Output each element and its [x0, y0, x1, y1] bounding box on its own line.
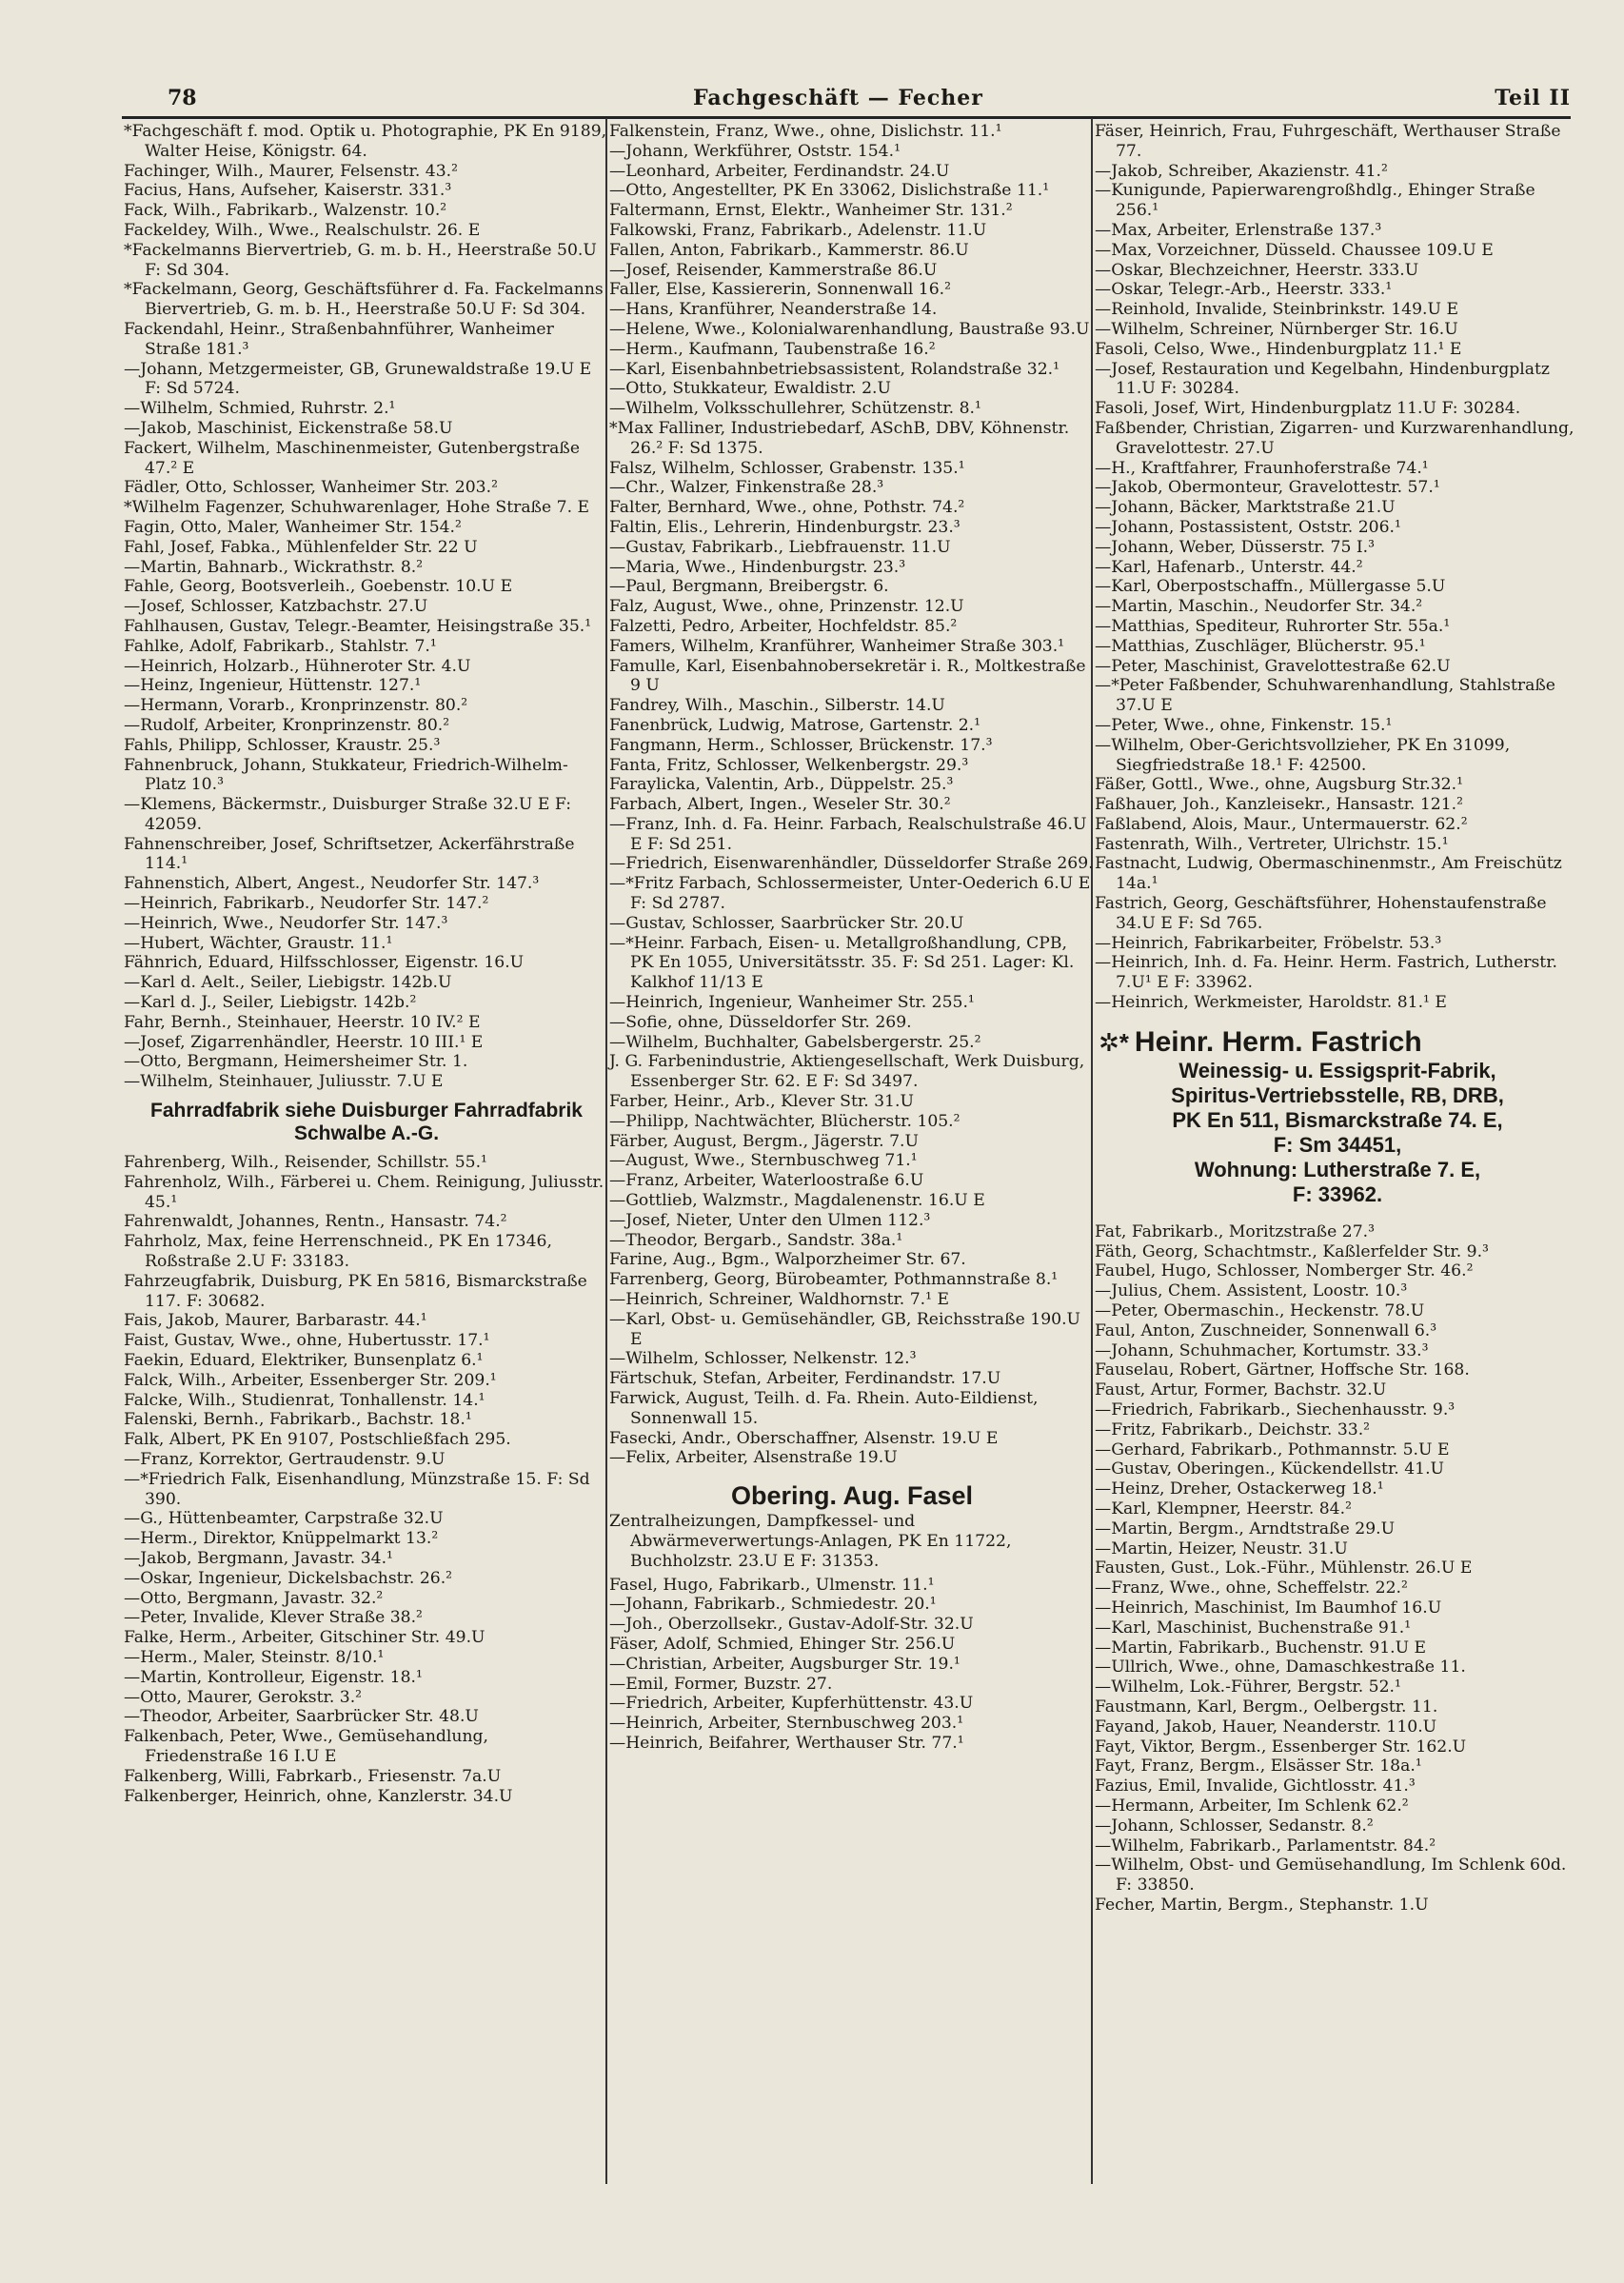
directory-entry: Fasel, Hugo, Fabrikarb., Ulmenstr. 11.¹ [609, 1575, 935, 1595]
directory-entry: —Matthias, Spediteur, Ruhrorter Str. 55a.¹ [1095, 616, 1451, 636]
directory-entry: —Wilhelm, Schreiner, Nürnberger Str. 16.U [1095, 319, 1458, 339]
ad-line: PK En 511, Bismarckstraße 74. E, [1172, 1107, 1503, 1132]
directory-entry: —Johann, Fabrikarb., Schmiedestr. 20.¹ [609, 1595, 937, 1615]
directory-entry: Falkowski, Franz, Fabrikarb., Adelenstr. 11.U [609, 220, 987, 240]
directory-entry: Fädler, Otto, Schlosser, Wanheimer Str. 203.² [124, 478, 498, 498]
directory-entry: —Christian, Arbeiter, Augsburger Str. 19.¹ [609, 1654, 961, 1674]
directory-entry: —Heinrich, Werkmeister, Haroldstr. 81.¹ E [1095, 993, 1447, 1013]
directory-entry: Fais, Jakob, Maurer, Barbarastr. 44.¹ [124, 1311, 427, 1331]
directory-entry: Fayand, Jakob, Hauer, Neanderstr. 110.U [1095, 1717, 1437, 1737]
directory-entry: —Friedrich, Fabrikarb., Siechenhausstr. 9.³ [1095, 1400, 1456, 1420]
directory-entry: Fahl, Josef, Fabka., Mühlenfelder Str. 22 U [124, 537, 478, 557]
directory-entry: —Wilhelm, Schmied, Ruhrstr. 2.¹ [124, 399, 396, 419]
directory-entry: —*Peter Faßbender, Schuhwarenhandlung, Stahlstraße 37.U E [1095, 676, 1555, 716]
star-logo-icon: ✲* [1099, 1027, 1129, 1057]
directory-entry: —Johann, Metzgermeister, GB, Grunewaldstraße 19.U E F: Sd 5724. [124, 359, 592, 399]
directory-entry: Fazius, Emil, Invalide, Gichtlosstr. 41.³ [1095, 1777, 1416, 1797]
directory-entry: Färtschuk, Stefan, Arbeiter, Ferdinandstr. 17.U [609, 1369, 1001, 1389]
directory-entry: —Gustav, Oberingen., Kückendellstr. 41.U [1095, 1459, 1445, 1479]
ad-title: Obering. Aug. Fasel [730, 1481, 974, 1511]
section-label: Teil II [1495, 86, 1571, 110]
directory-entry: Faekin, Eduard, Elektriker, Bunsenplatz 6.¹ [124, 1351, 484, 1371]
directory-entry: —Wilhelm, Schlosser, Nelkenstr. 12.³ [609, 1349, 917, 1369]
directory-entry: Fahnenbruck, Johann, Stukkateur, Friedrich-Wilhelm-Platz 10.³ [124, 755, 568, 795]
advertisement-fasel [609, 1479, 1095, 1571]
directory-entry: —Kunigunde, Papierwarengroßhdlg., Ehinger Straße 256.¹ [1095, 181, 1535, 221]
directory-entry: Falkenberger, Heinrich, ohne, Kanzlerstr. 34.U [124, 1786, 513, 1806]
directory-entry: —Wilhelm, Volksschullehrer, Schützenstr. 8.¹ [609, 399, 981, 419]
directory-entry: —Helene, Wwe., Kolonialwarenhandlung, Baustraße 93.U [609, 319, 1090, 339]
directory-entry: —Peter, Wwe., ohne, Finkenstr. 15.¹ [1095, 715, 1393, 735]
directory-entry: —Jakob, Bergmann, Javastr. 34.¹ [124, 1548, 393, 1568]
directory-entry: —Herm., Maler, Steinstr. 8/10.¹ [124, 1647, 385, 1667]
directory-entry: —Heinrich, Fabrikarb., Neudorfer Str. 147.² [124, 894, 489, 914]
directory-entry: —Franz, Korrektor, Gertraudenstr. 9.U [124, 1450, 446, 1469]
directory-entry: *Fachgeschäft f. mod. Optik u. Photographie, PK En 9189, Walter Heise, Königstr. 64. [124, 122, 607, 161]
directory-entry: —Max, Arbeiter, Erlenstraße 137.³ [1095, 220, 1382, 240]
directory-entry: —Josef, Nieter, Unter den Ulmen 112.³ [609, 1210, 931, 1230]
directory-entry: —Karl d. Aelt., Seiler, Liebigstr. 142b.U [124, 973, 452, 993]
directory-entry: Fahrholz, Max, feine Herrenschneid., PK En 17346, Roßstraße 2.U F: 33183. [124, 1232, 552, 1272]
directory-entry: —Gottlieb, Walzmstr., Magdalenenstr. 16.U E [609, 1191, 985, 1211]
directory-entry: —Felix, Arbeiter, Alsenstraße 19.U [609, 1448, 898, 1468]
ad-line: Weinessig- u. Essigsprit-Fabrik, [1178, 1058, 1496, 1082]
directory-entry: —Martin, Bergm., Arndtstraße 29.U [1095, 1519, 1396, 1539]
directory-entry: Fahlhausen, Gustav, Telegr.-Beamter, Heisingstraße 35.¹ [124, 616, 592, 636]
directory-entry: —Theodor, Bergarb., Sandstr. 38a.¹ [609, 1230, 903, 1250]
directory-entry: Faubel, Hugo, Schlosser, Nomberger Str. 46.² [1095, 1261, 1474, 1281]
directory-entry: —Peter, Obermaschin., Heckenstr. 78.U [1095, 1301, 1425, 1321]
directory-entry: —Leonhard, Arbeiter, Ferdinandstr. 24.U [609, 161, 950, 181]
directory-entry: —Johann, Weber, Düsserstr. 75 I.³ [1095, 537, 1376, 557]
directory-entry: —Martin, Kontrolleur, Eigenstr. 18.¹ [124, 1667, 423, 1687]
directory-entry: Famers, Wilhelm, Kranführer, Wanheimer Straße 303.¹ [609, 636, 1065, 656]
directory-entry: —Jakob, Schreiber, Akazienstr. 41.² [1095, 161, 1388, 181]
directory-entry: Falenski, Bernh., Fabrikarb., Bachstr. 18.¹ [124, 1410, 472, 1430]
directory-entry: —Karl, Obst- u. Gemüsehändler, GB, Reichsstraße 190.U E [609, 1309, 1081, 1349]
directory-entry: Fackert, Wilhelm, Maschinenmeister, Gutenbergstraße 47.² E [124, 438, 581, 478]
directory-entry: Fäth, Georg, Schachtmstr., Kaßlerfelder Str. 9.³ [1095, 1241, 1489, 1261]
page-number: 78 [168, 86, 197, 110]
directory-entry: Fasoli, Celso, Wwe., Hindenburgplatz 11.¹ E [1095, 339, 1462, 359]
directory-entry: —Peter, Maschinist, Gravelottestraße 62.U [1095, 656, 1451, 676]
directory-entry: —Peter, Invalide, Klever Straße 38.² [124, 1608, 423, 1628]
directory-entry: Fangmann, Herm., Schlosser, Brückenstr. 17.³ [609, 735, 993, 755]
directory-entry: —Johann, Bäcker, Marktstraße 21.U [1095, 498, 1396, 518]
directory-entry: —Otto, Maurer, Gerokstr. 3.² [124, 1687, 363, 1707]
directory-entry: —Wilhelm, Fabrikarb., Parlamentstr. 84.² [1095, 1836, 1436, 1856]
directory-entry: Fahnenstich, Albert, Angest., Neudorfer Str. 147.³ [124, 874, 540, 894]
directory-entry: —Chr., Walzer, Finkenstraße 28.³ [609, 478, 884, 498]
directory-entry: Farrenberg, Georg, Bürobeamter, Pothmannstraße 8.¹ [609, 1270, 1059, 1290]
directory-entry: —Heinrich, Schreiner, Waldhornstr. 7.¹ E [609, 1290, 949, 1310]
directory-entry: —Wilhelm, Lok.-Führer, Bergstr. 52.¹ [1095, 1678, 1401, 1697]
directory-entry: —Paul, Bergmann, Breibergstr. 6. [609, 577, 889, 597]
directory-entry: —Friedrich, Arbeiter, Kupferhüttenstr. 43.U [609, 1694, 974, 1714]
directory-entry: —Herm., Kaufmann, Taubenstraße 16.² [609, 339, 936, 359]
directory-entry: Falkenstein, Franz, Wwe., ohne, Dislichstr. 11.¹ [609, 122, 1002, 141]
directory-entry: Fandrey, Wilh., Maschin., Silberstr. 14.U [609, 696, 945, 716]
directory-entry: —G., Hüttenbeamter, Carpstraße 32.U [124, 1509, 444, 1529]
directory-entry: Farber, Heinr., Arb., Klever Str. 31.U [609, 1092, 914, 1112]
directory-entry: —Franz, Inh. d. Fa. Heinr. Farbach, Realschulstraße 46.U E F: Sd 251. [609, 814, 1087, 854]
directory-entry: Fayt, Viktor, Bergm., Essenberger Str. 162.U [1095, 1737, 1467, 1757]
directory-entry: Faust, Artur, Former, Bachstr. 32.U [1095, 1380, 1387, 1400]
directory-entry: Falter, Bernhard, Wwe., ohne, Pothstr. 74.² [609, 498, 965, 518]
directory-entry: —Heinrich, Holzarb., Hühneroter Str. 4.U [124, 656, 471, 676]
ad-line: F: Sm 34451, [1273, 1132, 1402, 1157]
directory-entry: Farwick, August, Teilh. d. Fa. Rhein. Auto-Eildienst, Sonnenwall 15. [609, 1389, 1039, 1428]
directory-entry: —Josef, Zigarrenhändler, Heerstr. 10 III.¹ E [124, 1032, 484, 1052]
directory-entry: Fayt, Franz, Bergm., Elsässer Str. 18a.¹ [1095, 1757, 1422, 1777]
ad-text: Zentralheizungen, Dampfkessel- und Abwärmeverwertungs-Anlagen, PK En 11722, Buchholzstr. 23.U E F: 31353. [609, 1512, 1012, 1571]
directory-entry: —Otto, Angestellter, PK En 33062, Dislichstraße 11.¹ [609, 181, 1050, 201]
directory-entry: —Josef, Reisender, Kammerstraße 86.U [609, 260, 938, 280]
directory-entry: Falkenbach, Peter, Wwe., Gemüsehandlung, Friedenstraße 16 I.U E [124, 1727, 489, 1766]
directory-entry: *Fackelmanns Biervertrieb, G. m. b. H., Heerstraße 50.U F: Sd 304. [124, 240, 597, 280]
directory-entry: Fahrenwaldt, Johannes, Rentn., Hansastr. 74.² [124, 1212, 507, 1232]
directory-entry: —Heinrich, Ingenieur, Wanheimer Str. 255.¹ [609, 993, 975, 1013]
directory-entry: Falzetti, Pedro, Arbeiter, Hochfeldstr. 85.² [609, 616, 958, 636]
directory-entry: Fackeldey, Wilh., Wwe., Realschulstr. 26. E [124, 220, 481, 240]
directory-entry: —Hermann, Vorarb., Kronprinzenstr. 80.² [124, 696, 468, 716]
directory-entry: —Franz, Wwe., ohne, Scheffelstr. 22.² [1095, 1578, 1408, 1598]
directory-entry: —Josef, Restauration und Kegelbahn, Hindenburgplatz 11.U F: 30284. [1095, 359, 1550, 399]
directory-entry: —Heinrich, Arbeiter, Sternbuschweg 203.¹ [609, 1714, 964, 1734]
directory-entry: Fahrzeugfabrik, Duisburg, PK En 5816, Bismarckstraße 117. F: 30682. [124, 1271, 587, 1311]
directory-entry: Fastenrath, Wilh., Vertreter, Ulrichstr. 15.¹ [1095, 834, 1449, 854]
directory-entry: Faraylicka, Valentin, Arb., Düppelstr. 25.³ [609, 775, 954, 795]
directory-entry: Fahls, Philipp, Schlosser, Kraustr. 25.³ [124, 735, 441, 755]
directory-entry: Fack, Wilh., Fabrikarb., Walzenstr. 10.² [124, 201, 447, 221]
ad-line: Spiritus-Vertriebsstelle, RB, DRB, [1171, 1082, 1504, 1107]
directory-entry: Fasoli, Josef, Wirt, Hindenburgplatz 11.U F: 30284. [1095, 399, 1521, 419]
directory-entry: —Martin, Maschin., Neudorfer Str. 34.² [1095, 597, 1423, 617]
directory-entry: —Sofie, ohne, Düsseldorfer Str. 269. [609, 1012, 912, 1032]
directory-entry: —Wilhelm, Steinhauer, Juliusstr. 7.U E [124, 1072, 444, 1092]
directory-entry: —Karl, Maschinist, Buchenstraße 91.¹ [1095, 1618, 1412, 1638]
ad-line: F: 33962. [1292, 1181, 1383, 1206]
directory-entry: Falck, Wilh., Arbeiter, Essenberger Str. 209.¹ [124, 1370, 497, 1390]
directory-entry: —Karl, Hafenarb., Unterstr. 44.² [1095, 557, 1363, 577]
directory-entry: —Gustav, Fabrikarb., Liebfrauenstr. 11.U [609, 537, 951, 557]
directory-entry: Facius, Hans, Aufseher, Kaiserstr. 331.³ [124, 181, 452, 201]
directory-entry: Falkenberg, Willi, Fabrkarb., Friesenstr. 7a.U [124, 1766, 502, 1786]
directory-entry: —Heinrich, Fabrikarbeiter, Fröbelstr. 53.³ [1095, 933, 1442, 953]
directory-entry: —Oskar, Ingenieur, Dickelsbachstr. 26.² [124, 1568, 453, 1588]
directory-entry: Fäser, Adolf, Schmied, Ehinger Str. 256.U [609, 1634, 956, 1654]
directory-entry: —August, Wwe., Sternbuschweg 71.¹ [609, 1151, 918, 1171]
directory-entry: Faltermann, Ernst, Elektr., Wanheimer Str. 131.² [609, 201, 1013, 221]
cross-reference-heading: Fahrradfabrik siehe Duisburger Fahrradfabrik Schwalbe A.-G. [150, 1100, 583, 1145]
directory-entry: —Josef, Schlosser, Katzbachstr. 27.U [124, 597, 428, 617]
directory-entry: Farbach, Albert, Ingen., Weseler Str. 30.² [609, 795, 951, 815]
directory-entry: Fahrenholz, Wilh., Färberei u. Chem. Reinigung, Juliusstr. 45.¹ [124, 1172, 604, 1212]
directory-entry: —Otto, Stukkateur, Ewaldistr. 2.U [609, 379, 891, 399]
column-2 [609, 122, 1095, 1754]
directory-entry: —Rudolf, Arbeiter, Kronprinzenstr. 80.² [124, 715, 450, 735]
page-header [122, 80, 1571, 118]
directory-entry: Falz, August, Wwe., ohne, Prinzenstr. 12.U [609, 597, 964, 617]
directory-entry: —Karl, Eisenbahnbetriebsassistent, Rolandstraße 32.¹ [609, 359, 1060, 379]
directory-entry: Falsz, Wilhelm, Schlosser, Grabenstr. 135.¹ [609, 458, 965, 478]
directory-entry: *Max Falliner, Industriebedarf, ASchB, DBV, Köhnenstr. 26.² F: Sd 1375. [609, 418, 1070, 458]
directory-entry: —Karl, Oberpostschaffn., Müllergasse 5.U [1095, 577, 1446, 597]
directory-entry: Färber, August, Bergm., Jägerstr. 7.U [609, 1131, 919, 1151]
directory-entry: —Jakob, Maschinist, Eickenstraße 58.U [124, 418, 453, 438]
directory-entry: —Wilhelm, Buchhalter, Gabelsbergerstr. 25.² [609, 1032, 981, 1052]
directory-entry: —Klemens, Bäckermstr., Duisburger Straße 32.U E F: 42059. [124, 795, 571, 834]
directory-entry: Fausten, Gust., Lok.-Führ., Mühlenstr. 26.U E [1095, 1558, 1473, 1578]
directory-entry: —Otto, Bergmann, Javastr. 32.² [124, 1588, 384, 1608]
directory-entry: —Wilhelm, Obst- und Gemüsehandlung, Im Schlenk 60d. F: 33850. [1095, 1856, 1567, 1896]
directory-entry: —Martin, Fabrikarb., Buchenstr. 91.U E [1095, 1638, 1427, 1658]
directory-entry: —Hubert, Wächter, Graustr. 11.¹ [124, 933, 393, 953]
directory-entry: —*Heinr. Farbach, Eisen- u. Metallgroßhandlung, CPB, PK En 1055, Universitätsstr. 35. F: Sd 251. Lager: Kl. Kalkhof 11/13 E [609, 933, 1075, 993]
ad-line: Wohnung: Lutherstraße 7. E, [1194, 1157, 1481, 1181]
directory-entry: —Herm., Direktor, Knüppelmarkt 13.² [124, 1529, 439, 1549]
directory-entry: —Hans, Kranführer, Neanderstraße 14. [609, 300, 938, 320]
directory-entry: —Friedrich, Eisenwarenhändler, Düsseldorfer Straße 269. [609, 854, 1094, 874]
running-head: Fachgeschäft — Fecher [693, 86, 983, 110]
directory-entry: —Wilhelm, Ober-Gerichtsvollzieher, PK En 31099, Siegfriedstraße 18.¹ F: 42500. [1095, 735, 1511, 775]
directory-entry: —Oskar, Telegr.-Arb., Heerstr. 333.¹ [1095, 280, 1393, 300]
column-1 [124, 122, 609, 1806]
directory-entry: —Jakob, Obermonteur, Gravelottestr. 57.¹ [1095, 478, 1440, 498]
directory-entry: Falke, Herm., Arbeiter, Gitschiner Str. 49.U [124, 1628, 485, 1648]
directory-entry: Fachinger, Wilh., Maurer, Felsenstr. 43.² [124, 161, 458, 181]
directory-entry: Fahlke, Adolf, Fabrikarb., Stahlstr. 7.¹ [124, 636, 437, 656]
directory-entry: Faltin, Elis., Lehrerin, Hindenburgstr. 23.³ [609, 517, 961, 537]
directory-entry: Fackendahl, Heinr., Straßenbahnführer, Wanheimer Straße 181.³ [124, 319, 554, 359]
directory-entry: —Johann, Schlosser, Sedanstr. 8.² [1095, 1816, 1374, 1836]
directory-entry: —Johann, Werkführer, Oststr. 154.¹ [609, 141, 901, 161]
directory-entry: Fauselau, Robert, Gärtner, Hoffsche Str. 168. [1095, 1360, 1470, 1380]
directory-entry: —Karl, Klempner, Heerstr. 84.² [1095, 1499, 1352, 1519]
directory-entry: Fanenbrück, Ludwig, Matrose, Gartenstr. 2.¹ [609, 715, 981, 735]
directory-entry: —Ullrich, Wwe., ohne, Damaschkestraße 11. [1095, 1658, 1466, 1678]
directory-entry: —Theodor, Arbeiter, Saarbrücker Str. 48.U [124, 1707, 479, 1727]
directory-entry: —H., Kraftfahrer, Fraunhoferstraße 74.¹ [1095, 458, 1429, 478]
directory-entry: —Joh., Oberzollsekr., Gustav-Adolf-Str. 32.U [609, 1615, 974, 1635]
directory-entry: Faller, Else, Kassiererin, Sonnenwall 16.² [609, 280, 952, 300]
directory-entry: —Heinrich, Maschinist, Im Baumhof 16.U [1095, 1598, 1442, 1618]
directory-entry: J. G. Farbenindustrie, Aktiengesellschaft, Werk Duisburg, Essenberger Str. 62. E F: Sd 3497. [609, 1052, 1085, 1092]
directory-entry: —Oskar, Blechzeichner, Heerstr. 333.U [1095, 260, 1419, 280]
directory-entry: —Gustav, Schlosser, Saarbrücker Str. 20.U [609, 913, 964, 933]
directory-entry: Faul, Anton, Zuschneider, Sonnenwall 6.³ [1095, 1320, 1437, 1340]
directory-entry: Fasecki, Andr., Oberschaffner, Alsenstr. 19.U E [609, 1428, 999, 1448]
directory-entry: Fahnenschreiber, Josef, Schriftsetzer, Ackerfährstraße 114.¹ [124, 834, 575, 874]
directory-entry: Falk, Albert, PK En 9107, Postschließfach 295. [124, 1430, 511, 1450]
directory-entry: Fecher, Martin, Bergm., Stephanstr. 1.U [1095, 1895, 1429, 1915]
directory-entry: —*Friedrich Falk, Eisenhandlung, Münzstraße 15. F: Sd 390. [124, 1469, 590, 1509]
directory-entry: —Reinhold, Invalide, Steinbrinkstr. 149.U E [1095, 300, 1458, 320]
directory-entry: *Fackelmann, Georg, Geschäftsführer d. Fa. Fackelmanns Biervertrieb, G. m. b. H., Heerstraße 50.U F: Sd 304. [124, 280, 604, 320]
header-rule [122, 116, 1571, 119]
directory-entry: —Hermann, Arbeiter, Im Schlenk 62.² [1095, 1796, 1409, 1816]
directory-entry: —Gerhard, Fabrikarb., Pothmannstr. 5.U E [1095, 1439, 1450, 1459]
ad-title: Heinr. Herm. Fastrich [1134, 1025, 1422, 1058]
directory-entry: Faßbender, Christian, Zigarren- und Kurzwarenhandlung, Gravelottestr. 27.U [1095, 418, 1574, 458]
directory-entry: Faßhauer, Joh., Kanzleisekr., Hansastr. 121.² [1095, 795, 1464, 815]
directory-entry: —Heinrich, Wwe., Neudorfer Str. 147.³ [124, 913, 448, 933]
directory-entry: Fastrich, Georg, Geschäftsführer, Hohenstaufenstraße 34.U E F: Sd 765. [1095, 894, 1547, 933]
directory-entry: Fagin, Otto, Maler, Wanheimer Str. 154.² [124, 517, 462, 537]
directory-entry: —Johann, Postassistent, Oststr. 206.¹ [1095, 517, 1401, 537]
directory-entry: Fat, Fabrikarb., Moritzstraße 27.³ [1095, 1221, 1375, 1241]
directory-entry: —Johann, Schuhmacher, Kortumstr. 33.³ [1095, 1340, 1429, 1360]
directory-entry: *Wilhelm Fagenzer, Schuhwarenlager, Hohe Straße 7. E [124, 498, 590, 518]
directory-entry: Fahle, Georg, Bootsverleih., Goebenstr. 10.U E [124, 577, 513, 597]
directory-entry: —Heinz, Ingenieur, Hüttenstr. 127.¹ [124, 676, 422, 696]
directory-entry: Famulle, Karl, Eisenbahnobersekretär i. R., Moltkestraße 9 U [609, 656, 1086, 696]
directory-entry: Fallen, Anton, Fabrikarb., Kammerstr. 86.U [609, 240, 969, 260]
directory-entry: —Martin, Heizer, Neustr. 31.U [1095, 1539, 1348, 1558]
advertisement-fastrich [1095, 1022, 1580, 1211]
directory-entry: Faustmann, Karl, Bergm., Oelbergstr. 11. [1095, 1697, 1438, 1717]
directory-entry: —*Fritz Farbach, Schlossermeister, Unter-Oederich 6.U E F: Sd 2787. [609, 874, 1091, 914]
directory-entry: Fähnrich, Eduard, Hilfsschlosser, Eigenstr. 16.U [124, 953, 525, 973]
directory-entry: —Matthias, Zuschläger, Blücherstr. 95.¹ [1095, 636, 1426, 656]
directory-entry: Fahr, Bernh., Steinhauer, Heerstr. 10 IV.² E [124, 1012, 481, 1032]
directory-entry: —Julius, Chem. Assistent, Loostr. 10.³ [1095, 1281, 1408, 1301]
column-3 [1095, 122, 1580, 1916]
directory-entry: Fäßer, Gottl., Wwe., ohne, Augsburg Str.32.¹ [1095, 775, 1463, 795]
directory-entry: Farine, Aug., Bgm., Walporzheimer Str. 67. [609, 1250, 966, 1270]
directory-entry: —Emil, Former, Buzstr. 27. [609, 1674, 833, 1694]
directory-entry: —Heinrich, Beifahrer, Werthauser Str. 77.¹ [609, 1733, 964, 1753]
directory-entry: —Otto, Bergmann, Heimersheimer Str. 1. [124, 1052, 468, 1072]
directory-entry: Falcke, Wilh., Studienrat, Tonhallenstr. 14.¹ [124, 1390, 485, 1410]
directory-entry: —Heinz, Dreher, Ostackerweg 18.¹ [1095, 1479, 1384, 1499]
directory-entry: —Max, Vorzeichner, Düsseld. Chaussee 109.U E [1095, 240, 1494, 260]
directory-entry: Fäser, Heinrich, Frau, Fuhrgeschäft, Werthauser Straße 77. [1095, 122, 1561, 161]
directory-entry: Faist, Gustav, Wwe., ohne, Hubertusstr. 17.¹ [124, 1331, 490, 1351]
directory-entry: Fastnacht, Ludwig, Obermaschinenmstr., Am Freischütz 14a.¹ [1095, 854, 1562, 894]
directory-entry: Fanta, Fritz, Schlosser, Welkenbergstr. 29.³ [609, 755, 969, 775]
directory-entry: —Martin, Bahnarb., Wickrathstr. 8.² [124, 557, 424, 577]
directory-entry: —Franz, Arbeiter, Waterloostraße 6.U [609, 1171, 924, 1191]
directory-entry: —Karl d. J., Seiler, Liebigstr. 142b.² [124, 993, 417, 1013]
directory-entry: Faßlabend, Alois, Maur., Untermauerstr. 62.² [1095, 814, 1468, 834]
directory-entry: —Heinrich, Inh. d. Fa. Heinr. Herm. Fastrich, Lutherstr. 7.U¹ E F: 33962. [1095, 953, 1557, 993]
directory-entry: —Maria, Wwe., Hindenburgstr. 23.³ [609, 557, 906, 577]
directory-entry: —Fritz, Fabrikarb., Deichstr. 33.² [1095, 1419, 1371, 1439]
directory-entry: Fahrenberg, Wilh., Reisender, Schillstr. 55.¹ [124, 1153, 487, 1173]
directory-entry: —Philipp, Nachtwächter, Blücherstr. 105.² [609, 1111, 961, 1131]
